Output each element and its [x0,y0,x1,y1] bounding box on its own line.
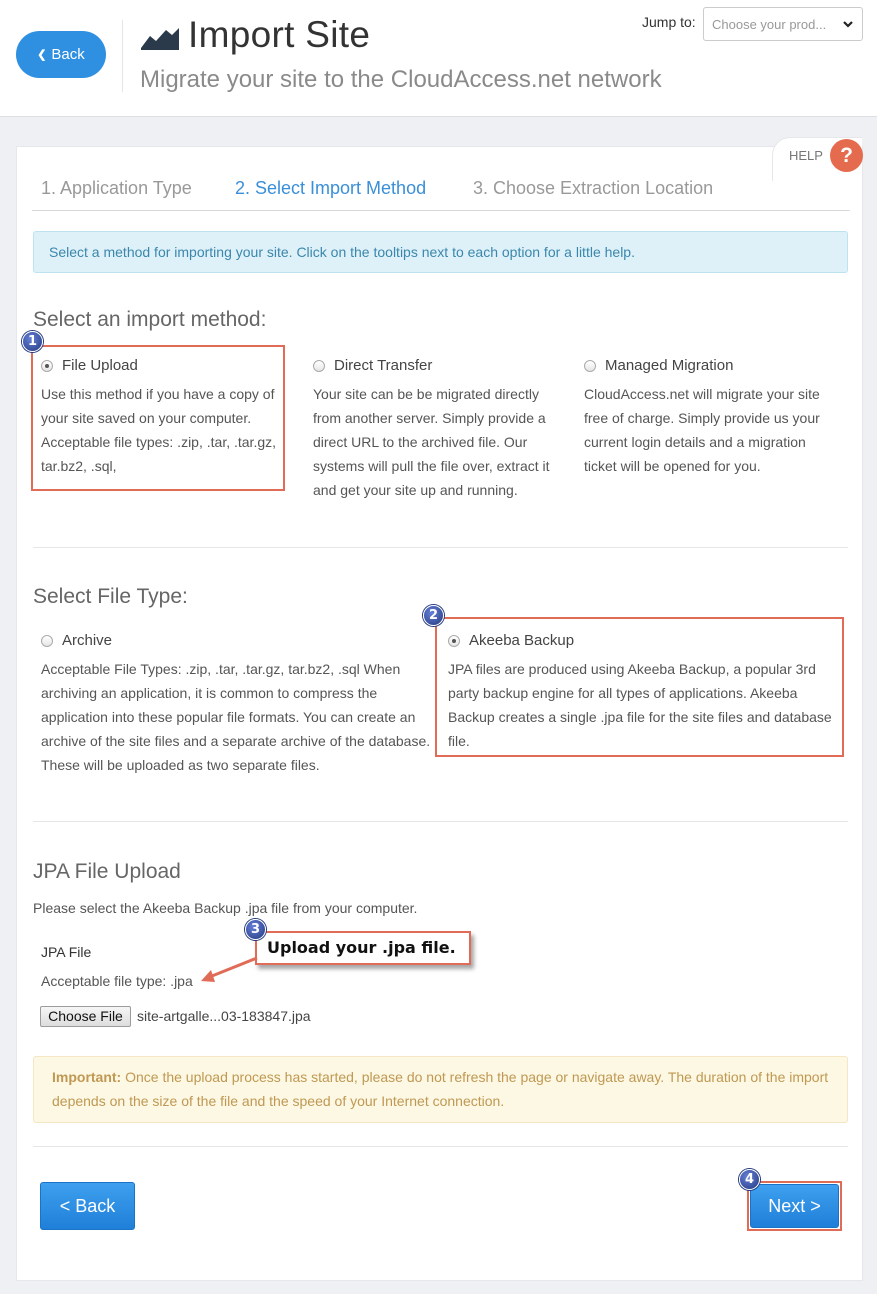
step-select-import-method[interactable]: 2. Select Import Method [235,178,427,198]
radio-archive-control[interactable] [41,635,53,647]
header-divider [122,20,123,92]
radio-direct-transfer-label: Direct Transfer [334,357,433,374]
radio-archive[interactable] [41,632,112,649]
annotation-badge-3: 3 [245,919,266,940]
choose-file-button[interactable]: Choose File [40,1006,131,1027]
jump-to-select[interactable] [703,7,863,41]
header-back-button[interactable] [16,31,106,78]
annotation-badge-1: 1 [22,331,43,352]
important-label: Important: [52,1069,122,1085]
header-back-label: Back [51,46,85,63]
annotation-badge-2: 2 [423,605,444,626]
radio-archive-label: Archive [62,632,113,649]
page-subtitle: Migrate your site to the CloudAccess.net network [140,66,662,93]
radio-file-upload[interactable] [41,357,138,374]
selected-file-name: site-artgalle...03-183847.jpa [137,1008,311,1024]
managed-migration-description: CloudAccess.net will migrate your site free of charge. Simply provide us your current login details and a migration ticket will be opened for you. [584,386,820,474]
radio-akeeba-backup-control[interactable] [448,635,460,647]
radio-managed-migration-control[interactable] [584,360,596,372]
radio-managed-migration[interactable] [584,357,733,374]
back-button[interactable]: < Back [40,1182,135,1230]
file-upload-description: Use this method if you have a copy of your site saved on your computer. Acceptable file types: .zip, .tar, .tar.gz, tar.bz2, .sql, [41,386,277,474]
file-type-title: Select File Type: [33,585,188,608]
section-divider [33,547,848,548]
jump-to-placeholder: Choose your prod... [712,17,827,32]
step-choose-extraction-location[interactable]: 3. Choose Extraction Location [473,178,714,198]
radio-direct-transfer[interactable] [313,357,432,374]
section-divider [33,821,848,822]
jpa-upload-title: JPA File Upload [33,860,181,883]
page-title: Import Site [188,14,371,55]
akeeba-backup-description: JPA files are produced using Akeeba Backup, a popular 3rd party backup engine for all types of applications. Akeeba Backup creates a single .jpa file for the site files and database file. [448,661,832,749]
import-card [16,143,863,1281]
radio-file-upload-control[interactable] [41,360,53,372]
chevron-left-icon: ❮ [37,49,47,61]
radio-direct-transfer-control[interactable] [313,360,325,372]
wizard-steps [32,175,850,211]
help-label[interactable]: HELP [789,148,823,163]
jump-to-label: Jump to: [642,14,696,30]
radio-file-upload-label: File Upload [62,357,138,374]
next-button[interactable]: Next > [750,1184,839,1228]
import-method-title: Select an import method: [33,308,267,331]
important-alert [33,1056,848,1123]
radio-managed-migration-label: Managed Migration [605,357,734,374]
page-header [0,0,877,117]
mountain-chart-icon [141,26,179,50]
important-text: Once the upload process has started, please do not refresh the page or navigate away. The duration of the import depends on the size of the file and the speed of your Internet connection. [52,1069,829,1109]
step-application-type[interactable]: 1. Application Type [41,178,192,198]
archive-description: Acceptable File Types: .zip, .tar, .tar.gz, tar.bz2, .sql When archiving an application, it is common to compress the application into these popular file formats. You can create an archive of the site files and a separate archive of the database. These will be uploaded as two separate files. [41,661,431,773]
radio-akeeba-backup[interactable] [448,632,574,649]
callout-arrow-icon [197,952,259,986]
annotation-badge-4: 4 [739,1169,760,1190]
jpa-accept-text: Acceptable file type: .jpa [41,973,193,989]
jpa-file-label: JPA File [41,944,92,960]
help-question-icon[interactable]: ? [830,139,863,172]
direct-transfer-description: Your site can be be migrated directly from another server. Simply provide a direct URL to the archived file. Our systems will pull the file over, extract it and get your site up and running. [313,386,550,498]
radio-akeeba-backup-label: Akeeba Backup [469,632,575,649]
chevron-down-icon [842,18,854,30]
info-alert: Select a method for importing your site. Click on the tooltips next to each option for a little help. [33,231,848,273]
jpa-upload-instructions: Please select the Akeeba Backup .jpa file from your computer. [33,900,418,916]
section-divider [33,1146,848,1147]
upload-callout: Upload your .jpa file. [255,931,471,965]
